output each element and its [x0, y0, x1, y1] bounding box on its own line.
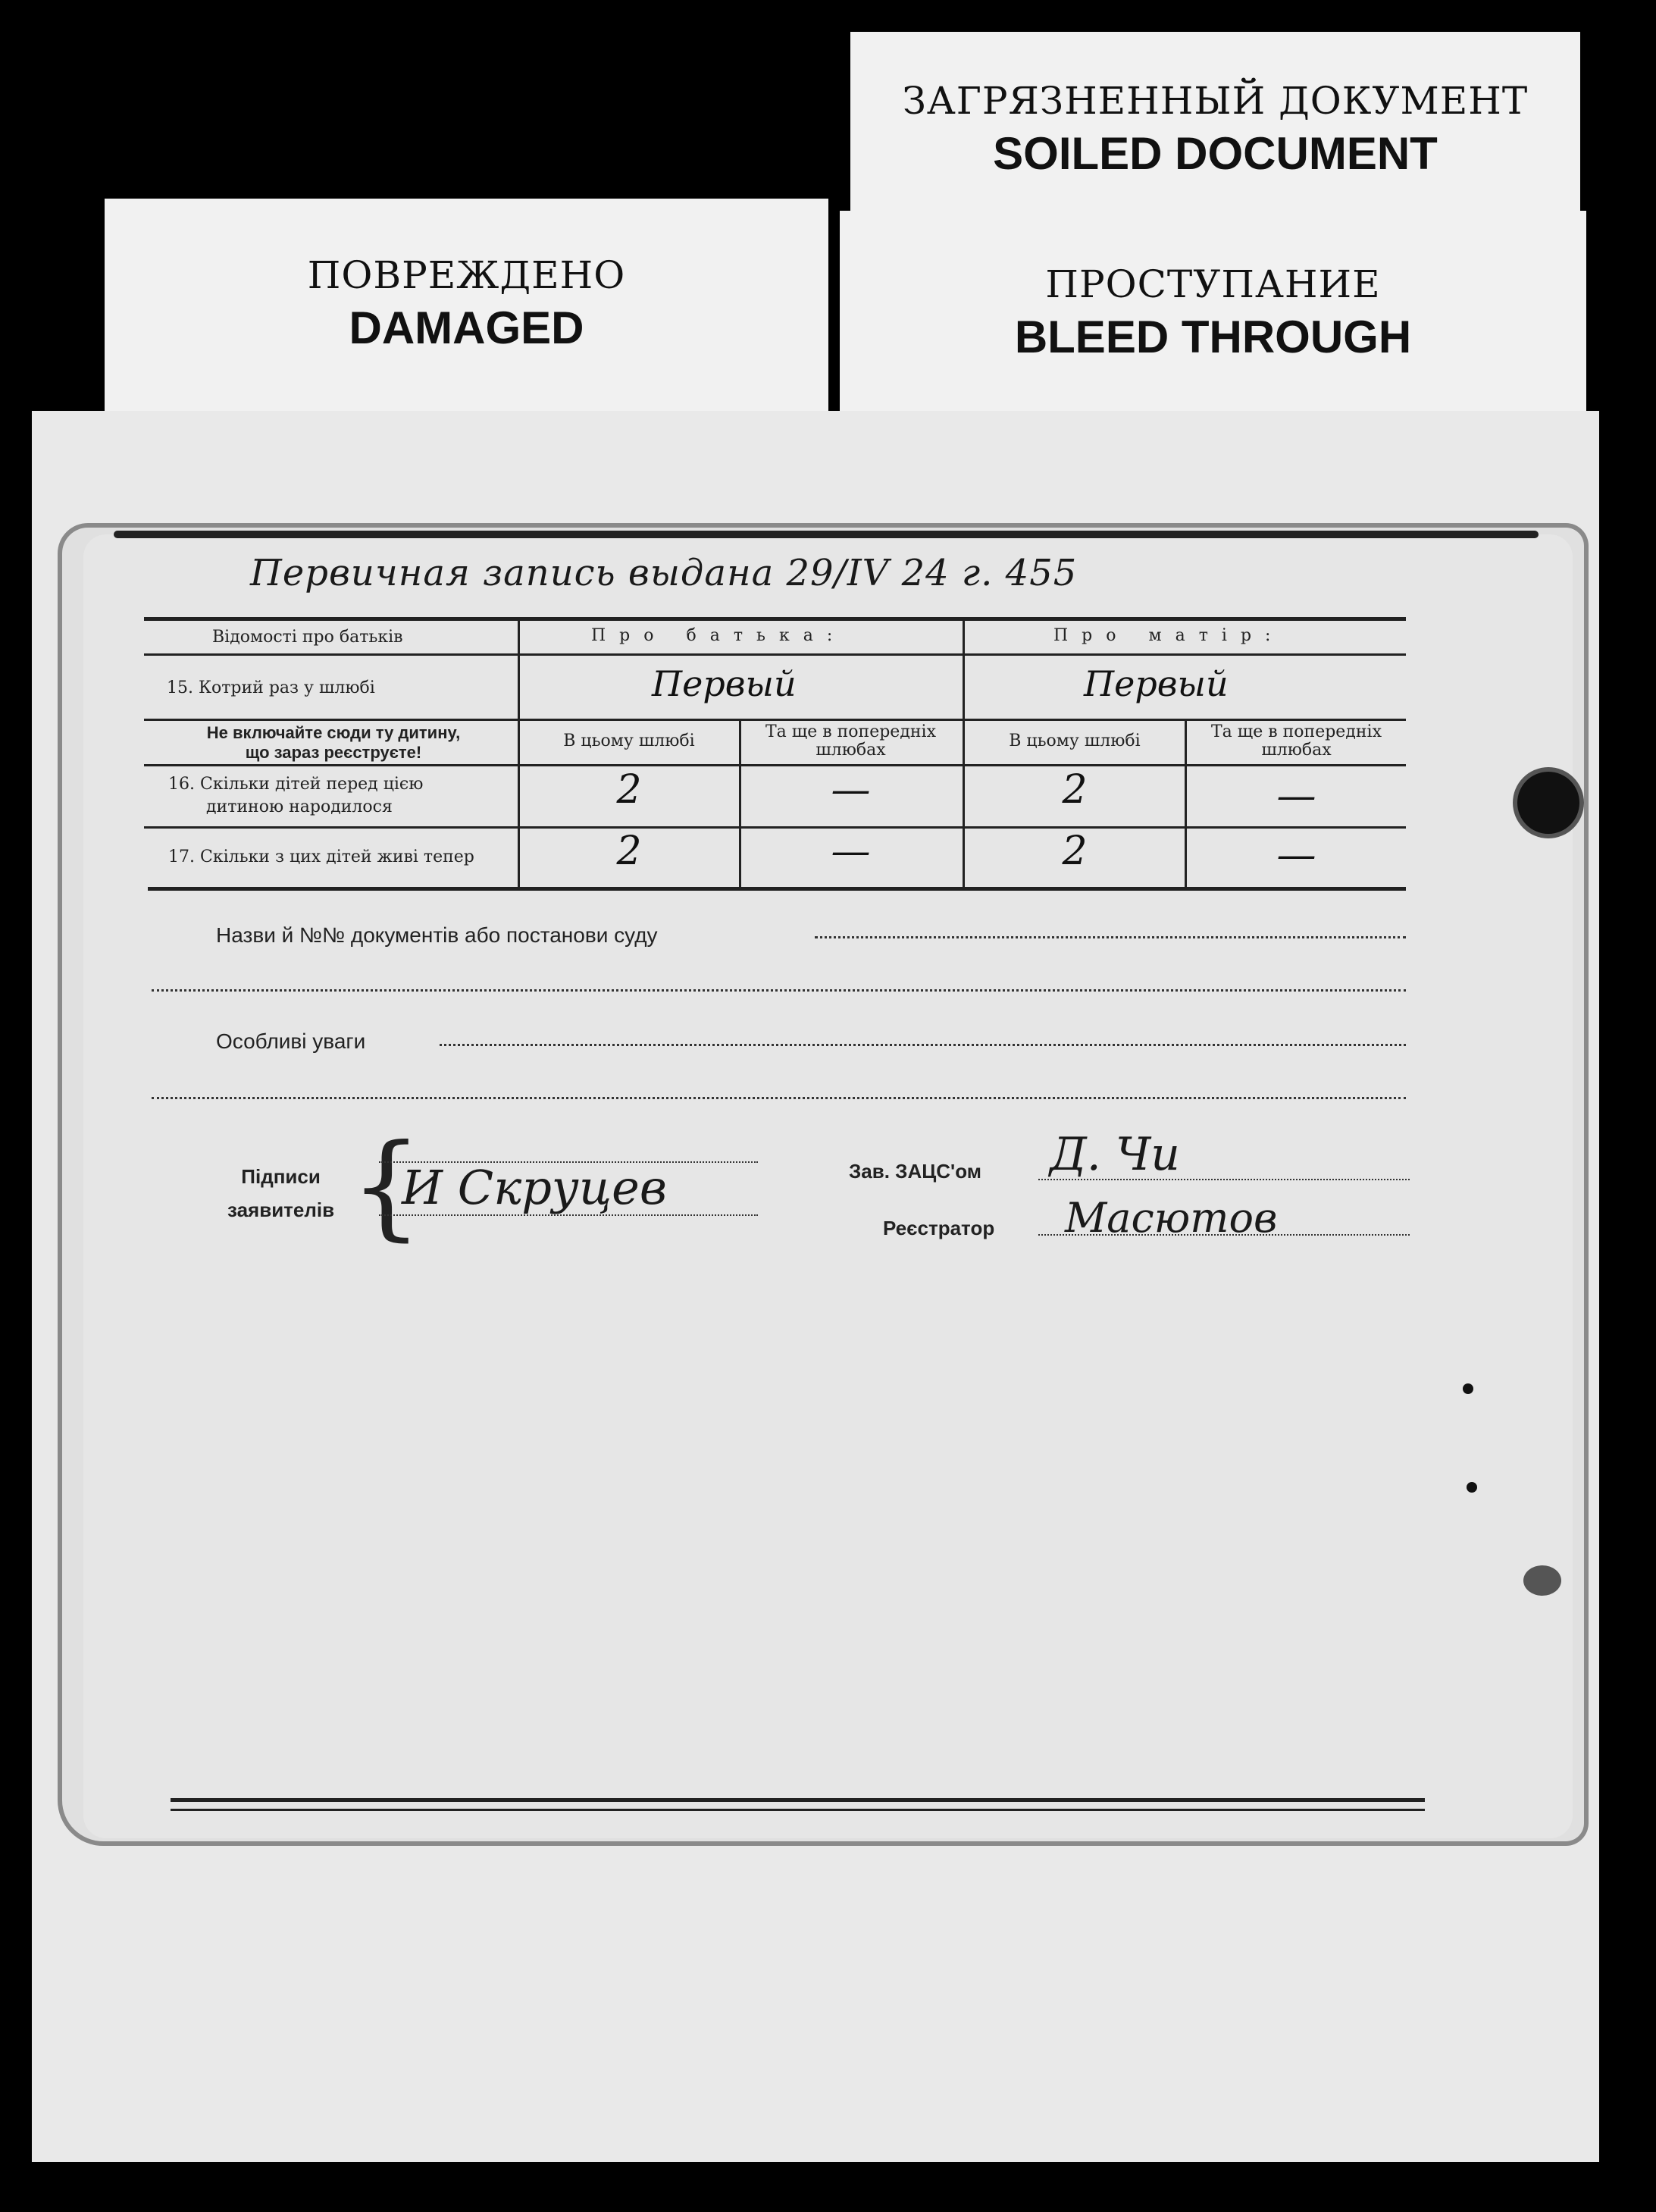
row16-father-prev: — — [831, 767, 871, 813]
bleed-through-card — [840, 211, 1586, 415]
documents-line — [815, 936, 1406, 938]
table-col-rule — [739, 720, 741, 888]
col-father-header: Про батька: — [591, 626, 847, 645]
record-header-handwritten: Первичная запись выдана 29/IV 24 г. 455 — [250, 552, 1078, 594]
bleed-label-ru: ПРОСТУПАНИЕ — [1045, 262, 1381, 306]
table-top-rule — [144, 617, 1406, 621]
ink-spot — [1463, 1383, 1473, 1394]
row17-mother-prev: — — [1276, 832, 1316, 878]
damaged-label-ru: ПОВРЕЖДЕНО — [307, 253, 626, 297]
signatures-label: Підписи заявителів — [227, 1165, 335, 1221]
row17-father-this: 2 — [616, 829, 642, 874]
row16-mother-prev: — — [1276, 773, 1316, 819]
bottom-rule-thin — [171, 1809, 1425, 1811]
father-this-marriage-header: В цьому шлюбі — [563, 732, 695, 750]
row15-label: 15. Котрий раз у шлюбі — [167, 678, 375, 697]
damaged-card — [105, 199, 828, 434]
table-rule — [144, 719, 1406, 721]
bleed-label-en: BLEED THROUGH — [1014, 312, 1412, 362]
mother-this-marriage-header: В цьому шлюбі — [1009, 732, 1141, 750]
signatures-brace: { — [350, 1120, 423, 1252]
row16-label: 16. Скільки дітей перед цією дитиною народилося — [168, 775, 424, 816]
soiled-label-en: SOILED DOCUMENT — [993, 128, 1438, 179]
head-signature: Д. Чи — [1050, 1128, 1180, 1181]
table-rule — [144, 764, 1406, 766]
head-of-registry-label: Зав. ЗАЦС'ом — [849, 1160, 981, 1183]
table-col-rule — [963, 619, 965, 888]
row17-mother-this: 2 — [1062, 829, 1088, 874]
row17-father-prev: — — [831, 829, 871, 874]
col-parents-header: Відомості про батьків — [212, 628, 403, 647]
col-mother-header: Про матір: — [1053, 626, 1285, 645]
top-edge — [114, 531, 1539, 538]
notes-line-2 — [152, 1097, 1406, 1099]
bottom-rule — [171, 1798, 1425, 1802]
ink-spot — [1467, 1482, 1477, 1493]
row17-label: 17. Скільки з цих дітей живі тепер — [168, 848, 474, 866]
punch-hole-lower — [1523, 1565, 1561, 1596]
notes-label: Особливі уваги — [216, 1029, 366, 1053]
father-prev-marriages-header: Та ще в попередніх шлюбах — [765, 722, 936, 760]
table-rule — [144, 653, 1406, 656]
documents-label: Назви й №№ документів або постанови суду — [216, 923, 658, 947]
exclude-note: Не включайте сюди ту дитину, що зараз реєструєте! — [206, 723, 461, 762]
mother-prev-marriages-header: Та ще в попередніх шлюбах — [1211, 722, 1382, 760]
soiled-document-card — [850, 32, 1580, 237]
punch-hole — [1517, 772, 1579, 834]
row16-mother-this: 2 — [1062, 767, 1088, 813]
applicant-signature: И Скруцев — [402, 1160, 667, 1215]
registrar-signature: Масютов — [1065, 1194, 1278, 1242]
damaged-label-en: DAMAGED — [349, 302, 584, 353]
row15-mother-value: Первый — [1084, 663, 1229, 704]
row15-father-value: Первый — [652, 663, 797, 704]
row16-father-this: 2 — [616, 767, 642, 813]
documents-line-2 — [152, 989, 1406, 992]
table-col-rule — [1185, 720, 1187, 888]
notes-line — [440, 1044, 1406, 1046]
table-bottom-rule — [148, 887, 1406, 891]
registrar-label: Реєстратор — [883, 1217, 995, 1239]
soiled-label-ru: ЗАГРЯЗНЕННЫЙ ДОКУМЕНТ — [902, 79, 1529, 123]
table-col-rule — [518, 619, 520, 888]
